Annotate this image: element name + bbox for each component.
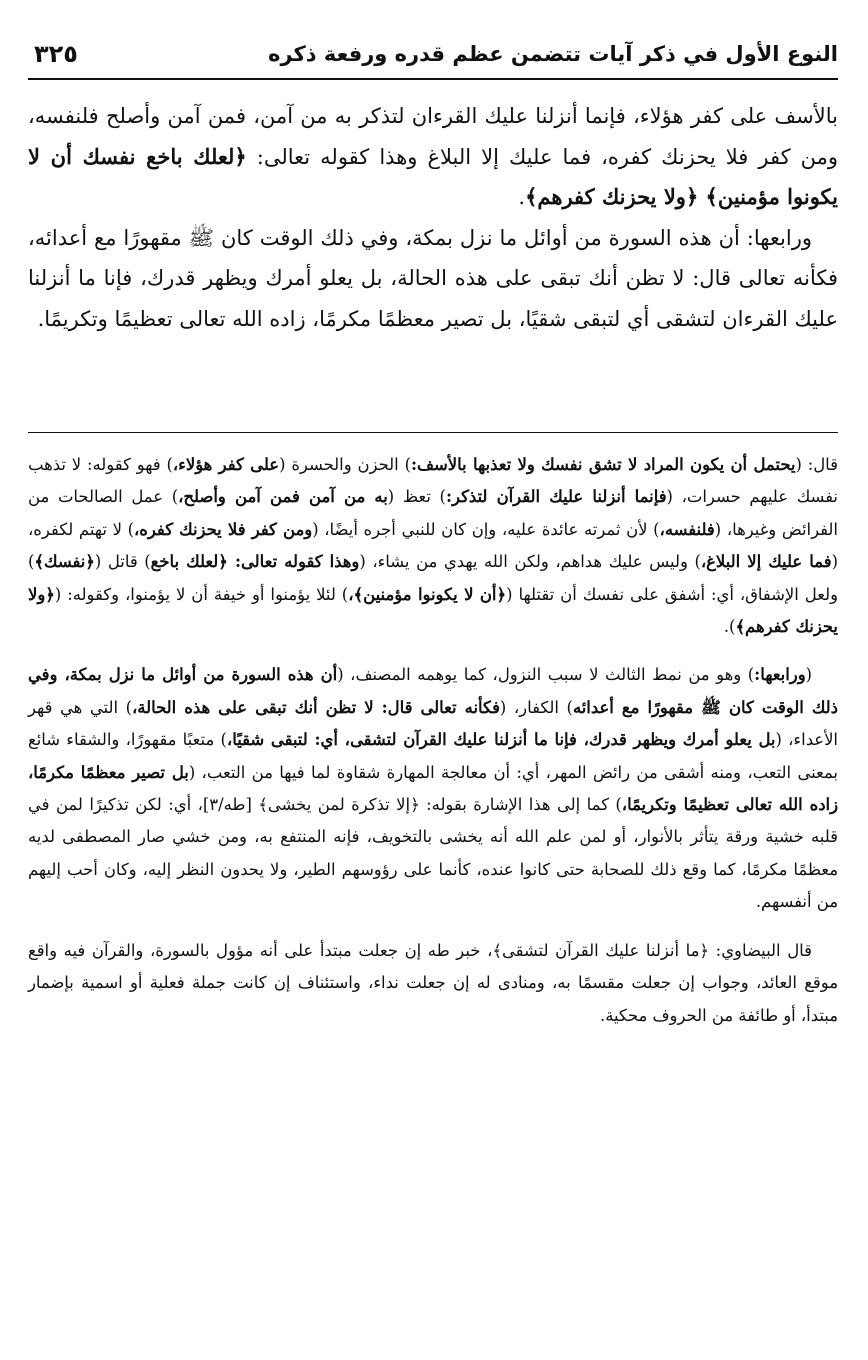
c1-b3: فإنما أنزلنا عليك القرآن لتذكر:	[445, 487, 667, 507]
c1-t10: ) ولعل الإشفاق، أي: أشفق على نفسك أن تقتلها (	[28, 552, 838, 604]
c2-b2: أن هذه السورة من أوائل ما نزل بمكة، وفي ذلك الوقت كان ﷺ مقهورًا مع أعدائه	[28, 665, 838, 717]
c2-t2: ) وهو من نمط الثالث لا سبب النزول، كما يوهمه المصنف، (	[337, 665, 755, 685]
c2-t3: ) الكفار، (	[499, 697, 573, 717]
page-header	[28, 38, 838, 80]
c1-b8: وهذا كقوله تعالى: ﴿لعلك باخع	[150, 552, 360, 572]
footnote-divider	[28, 432, 838, 433]
c1-b10: ﴿أن لا يكونوا مؤمنين﴾،	[348, 584, 507, 604]
commentary-paragraph-1	[28, 449, 838, 643]
c1-b1: يحتمل أن يكون المراد لا تشق نفسك ولا تعذبها بالأسف:	[410, 455, 796, 474]
c2-b3: فكأنه تعالى قال: لا تظن أنك تبقى على هذه الحالة،	[132, 697, 500, 717]
main-p1-text-1: بالأسف على كفر هؤلاء، فإنما أنزلنا عليك القرءان لتذكر به من آمن، فمن آمن وأصلح فلنفسه، ومن كفر فلا يحزنك كفره، فما عليك إلا البلاغ وهذا كقوله تعالى:	[28, 104, 838, 169]
c1-b7: فما عليك إلا البلاغ،	[700, 552, 832, 572]
c2-b5: بل تصير معظمًا مكرمًا، زاده الله تعالى تعظيمًا وتكريمًا،	[28, 762, 838, 815]
page-number: ٣٢٥	[34, 40, 78, 68]
c2-t6: ) كما إلى هذا الإشارة بقوله: ﴿إلا تذكرة لمن يخشى﴾ [طه/٣]، أي: لكن تذكيرًا لمن في قلبه خشية ورقة يتأثر بالأنوار، أو لمن علم الله أنه يخشى بالتخويف، فإنه المنتفع به، ومن خشي صار المصطفى لديه معظمًا مكرمًا، كما وقع ذلك للصحابة حتى كانوا عنده، كأنما على رؤوسهم الطير، ولا يحدون النظر إليه، وكان أحب إليهم من أنفسهم.	[28, 795, 838, 912]
c2-t5: ) متعبًا مقهورًا، والشقاء شائع بمعنى التعب، ومنه أشقى من رائض المهر، أي: أن معالجة المهارة شقاوة لما فيها من التعب، (	[28, 730, 838, 782]
main-paragraph-1	[28, 96, 838, 218]
c1-t5: ) عمل الصالحات من الفرائض وغيرها، (	[28, 487, 838, 539]
c1-b11: ﴿ولا يحزنك كفرهم﴾	[28, 584, 838, 637]
c1-b2: على كفر هؤلاء،	[172, 455, 280, 474]
c1-t6: ) لأن ثمرته عائدة عليه، وإن كان للنبي أجره أيضًا، (	[312, 519, 660, 539]
c1-t9: ) قاتل (	[94, 552, 151, 572]
c1-t7: ) لا تهتم لكفره، (	[28, 519, 838, 572]
main-text	[28, 96, 838, 339]
c2-t4: ) التي هي قهر الأعداء، (	[28, 697, 838, 750]
c1-t8: ) وليس عليك هداهم، ولكن الله يهدي من يشاء، (	[359, 552, 701, 572]
c2-b1: ورابعها:	[754, 665, 806, 685]
c1-t2: ) الحزن والحسرة (	[279, 455, 411, 474]
c1-t11: ) لئلا يؤمنوا أو خيفة أن لا يؤمنوا، وكقوله: (	[54, 584, 349, 604]
main-paragraph-2: ورابعها: أن هذه السورة من أوائل ما نزل بمكة، وفي ذلك الوقت كان ﷺ مقهورًا مع أعدائه، فكأنه تعالى قال: لا تظن أنك تبقى على هذه الحالة، بل يعلو أمرك ويظهر قدرك، فإنا ما أنزلنا عليك القرءان لتشقى أي لتبقى شقيًا، بل تصير معظمًا مكرمًا، زاده الله تعالى تعظيمًا وتكريمًا.	[28, 225, 838, 331]
c1-b6: ومن كفر فلا يحزنك كفره،	[134, 519, 313, 539]
running-title: النوع الأول في ذكر آيات تتضمن عظم قدره ورفعة ذكره	[268, 42, 838, 66]
commentary-paragraph-3: قال البيضاوي: ﴿ما أنزلنا عليك القرآن لتشقى﴾، خبر طه إن جعلت مبتدأ على أنه مؤول بالسورة، والقرآن فيه واقع موقع العائد، وجواب إن جعلت مقسمًا به، ومنادى له إن جعلت نداء، واستئناف إن كانت جملة فعلية أو اسمية بإضمار مبتدأ، أو طائفة من الحروف محكية.	[28, 940, 838, 1025]
c1-b5: فلنفسه،	[659, 519, 715, 539]
commentary	[28, 449, 838, 1032]
c1-b9: ﴿نفسك﴾	[34, 552, 95, 572]
c2-b4: بل يعلو أمرك ويظهر قدرك، فإنا ما أنزلنا عليك القرآن لتشقى، أي: لتبقى شقيًا،	[226, 730, 776, 750]
c1-t1: قال: (	[795, 455, 838, 474]
c2-t1: (	[805, 665, 813, 685]
c1-t12: ).	[723, 617, 736, 637]
c1-t4: ) تعظ (	[387, 487, 446, 507]
c1-b4: به من آمن فمن آمن وأصلح،	[178, 487, 388, 507]
c1-t3: ) فهو كقوله: لا تذهب نفسك عليهم حسرات، (	[28, 455, 838, 507]
main-p1-verses: ﴿لعلك باخع نفسك أن لا يكونوا مؤمنين﴾ ﴿ولا يحزنك كفرهم﴾	[28, 143, 838, 209]
main-p1-text-2: .	[518, 185, 526, 209]
commentary-paragraph-2	[28, 659, 838, 918]
